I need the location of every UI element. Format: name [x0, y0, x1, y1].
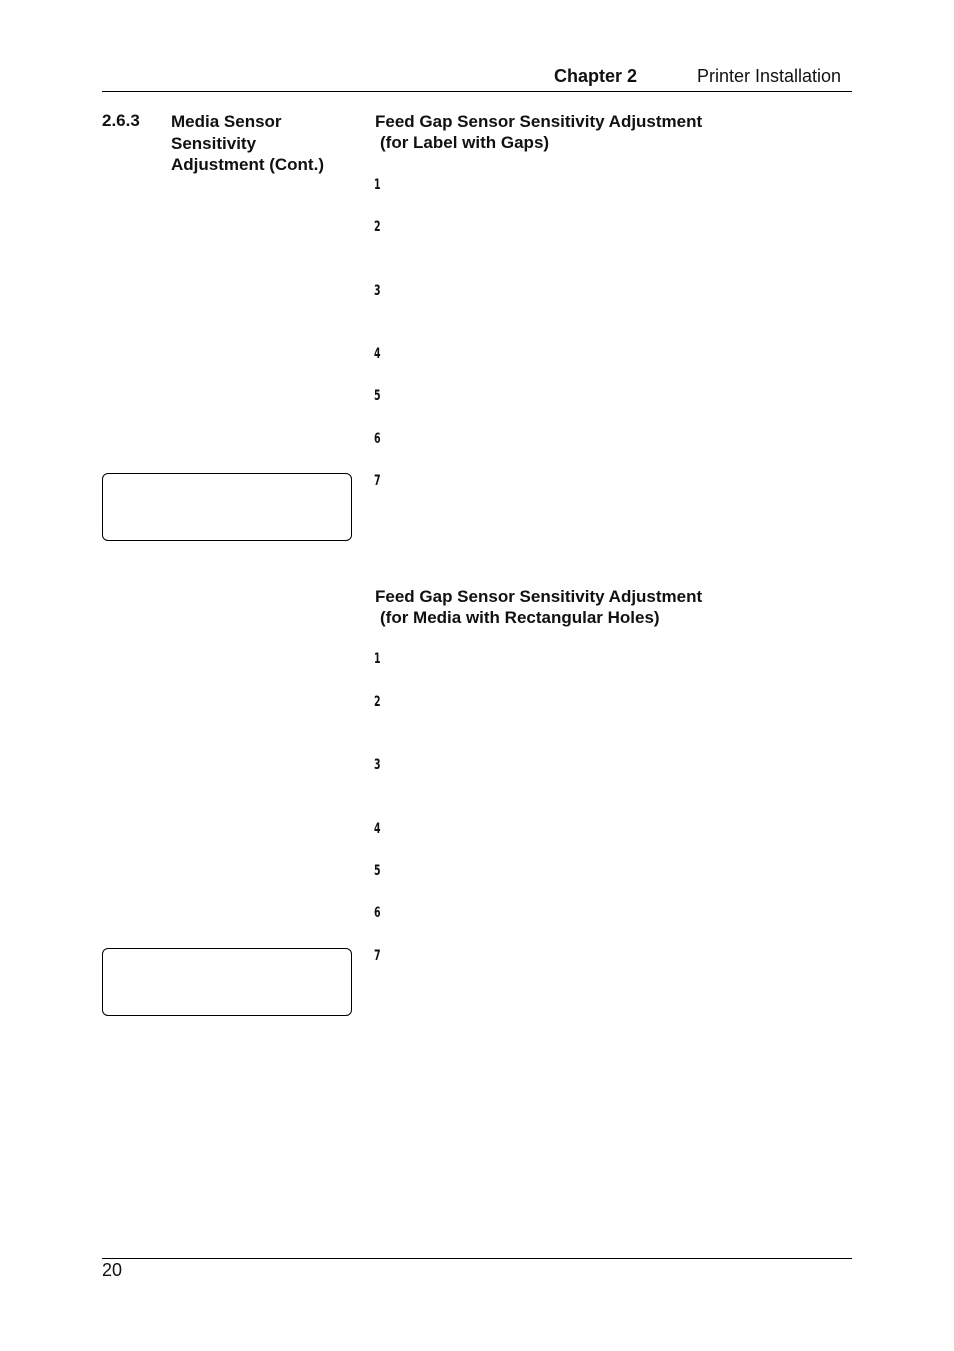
step-number: 5 — [374, 388, 381, 404]
subsection-title-rect-holes — [375, 586, 702, 628]
step-number: 7 — [374, 948, 381, 964]
page-number: 20 — [102, 1260, 123, 1280]
step-number: 4 — [374, 821, 381, 837]
step-number: 3 — [374, 757, 381, 773]
footer-rule — [102, 1258, 852, 1259]
step-number: 2 — [374, 694, 381, 710]
subsection-title-line: Feed Gap Sensor Sensitivity Adjustment — [375, 112, 703, 131]
note-box — [102, 948, 352, 1016]
step-number: 1 — [374, 651, 381, 667]
subsection-title-line: Feed Gap Sensor Sensitivity Adjustment — [375, 587, 703, 606]
step-number: 1 — [374, 177, 381, 193]
step-number: 7 — [374, 473, 381, 489]
step-number: 4 — [374, 346, 381, 362]
section-title-line: Adjustment (Cont.) — [171, 155, 324, 174]
step-number: 3 — [374, 283, 381, 299]
note-box — [102, 473, 352, 541]
step-number: 2 — [374, 219, 381, 235]
header-title: Printer Installation — [697, 66, 842, 86]
section-title-line: Sensitivity — [171, 133, 257, 153]
section-title-line: Media Sensor — [171, 112, 282, 131]
subsection-title-line: (for Label with Gaps) — [380, 133, 550, 152]
section-number: 2.6.3 — [102, 111, 140, 130]
subsection-title-line: (for Media with Rectangular Holes) — [380, 608, 660, 627]
step-number: 5 — [374, 863, 381, 879]
section-title — [171, 111, 324, 176]
header-rule — [102, 91, 852, 92]
step-number: 6 — [374, 905, 381, 921]
header-chapter: Chapter 2 — [554, 66, 638, 86]
subsection-title-gaps — [375, 111, 702, 153]
step-number: 6 — [374, 431, 381, 447]
